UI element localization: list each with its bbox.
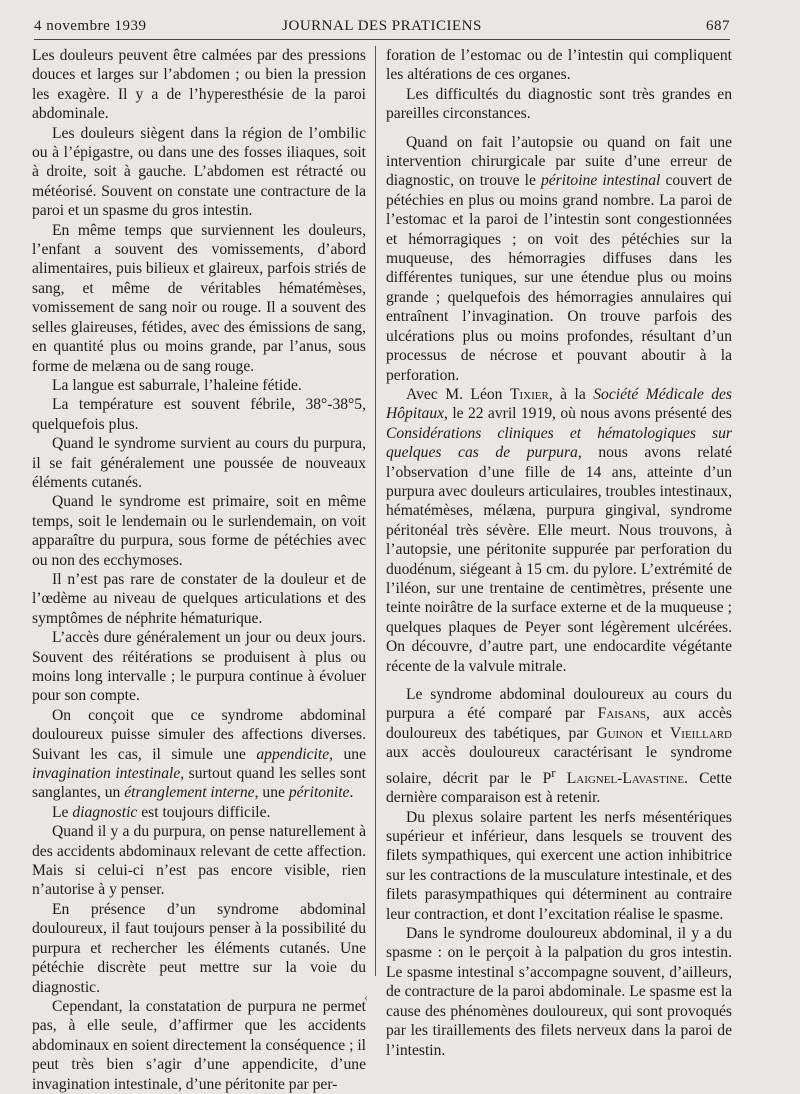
paragraph: La température est souvent fébrile, 38°-38°5, quelquefois plus. [32,396,366,433]
paragraph: Le diagnostic est toujours difficile. [52,803,271,821]
header-date: 4 novembre 1939 [34,18,147,34]
paragraph: On conçoit que ce syndrome abdominal douloureux puisse simuler des affections diverses. Suivant les cas, il simule une appendicite, une invagination intestinale, surtout quand les selles sont sanglantes, un étranglement interne, une péritonite. [32,706,367,802]
paragraph: Les difficultés du diagnostic sont très grandes en pareilles circonstances. [386,85,732,123]
paragraph: Dans le syndrome douloureux abdominal, il y a du spasme : on le perçoit à la palpation du gros intestin. Le spasme intestinal s’accompagne souvent, d’ailleurs, de contracture de la paroi abdominale. Le spasme est la cause des phénomènes douloureux, qui sont provoqués par les tiraillements des filets nerveux dans la paroi de l’intestin. [386,925,732,1059]
paragraph: Les douleurs siègent dans la région de l’ombilic ou à l’épigastre, ou dans une des fosses iliaques, soit à droite, soit à gauche. L’abdomen est rétracté ou météorisé. Souvent on constate une contracture de la paroi et un spasme du gros intestin. [32,124,366,220]
left-column [32,46,366,1094]
paragraph: foration de l’estomac ou de l’intestin qui compliquent les altérations de ces organes. [386,47,732,84]
footer-mark: ‹ [364,990,368,1004]
header-rule [34,39,730,40]
paragraph: Quand le syndrome survient au cours du purpura, il se fait généralement une poussée de nouveaux éléments cutanés. [32,435,366,491]
paragraph: Il n’est pas rare de constater de la douleur et de l’œdème au niveau de quelques articulations et des symptômes de néphrite hématurique. [32,570,366,627]
paragraph: Avec M. Léon Tixier, à la Société Médicale des Hôpitaux, le 22 avril 1919, où nous avons présenté des Considérations cliniques et hématologiques sur quelques cas de purpura, nous avons relaté l’observation d’une fille de 14 ans, atteinte d’un purpura avec douleurs articulaires, troubles intestinaux, hématémèses, mélæna, purpura gingival, syndrome péritonéal très sévère. Elle meurt. Nous trouvons, à l’autopsie, une péritonite suppurée par perforation du duodénum, siégeant à 15 cm. du pylore. L’extrémité de l’iléon, sur une trentaine de centimètres, présente une teinte noirâtre de la surface externe et de la muqueuse ; quelques plaques de Peyer sont légèrement ulcérées. On découvre, d’autre part, une endocardite végétante récente de la valvule mitrale. [386,385,732,675]
paragraph: Cependant, la constatation de purpura ne permet pas, à elle seule, d’affirmer que les accidents abdominaux en soient directement la conséquence ; il peut très bien s’agir d’une appendicite, d’une invagination intestinale, d’une péritonite par per- [32,997,366,1093]
paragraph: Quand on fait l’autopsie ou quand on fait une intervention chirurgicale par suite d’une erreur de diagnostic, on trouve le péritoine intestinal couvert de pétéchies en plus ou moins grand nombre. La paroi de l’estomac et la paroi de l’intestin sont congestionnées et hémorragiques ; on voit des pétéchies sur la muqueuse, des hémorragies diffuses dans les différentes tuniques, sur une étendue plus ou moins grande ; quelquefois des hémorragies annulaires qui entraînent l’invagination. On trouve parfois des ulcérations plus ou moins profondes, résultant d’un processus de nécrose et pouvant aboutir à la perforation. [386,133,732,384]
paragraph: La langue est saburrale, l’haleine fétide. [52,376,302,394]
paragraph: L’accès dure généralement un jour ou deux jours. Souvent des réitérations se produisent à plus ou moins long intervalle ; le purpura continue à évoluer pour son compte. [32,629,366,705]
paragraph: En même temps que surviennent les douleurs, l’enfant a souvent des vomissements, d’abord alimentaires, puis bilieux et glaireux, parfois striés de sang, et même de véritables hématémèses, vomissement de sang noir ou rouge. Il a souvent des selles glaireuses, fétides, avec des émissions de sang, en quantité plus ou moins grande, par l’anus, sous forme de melæna ou de sang rouge. [32,221,366,375]
running-header [34,18,730,40]
header-page-number: 687 [706,18,730,34]
paragraph: Quand le syndrome est primaire, soit en même temps, soit le lendemain ou le surlendemain, on voit apparaître du purpura, sous forme de pétéchies avec ou non des ecchymoses. [32,493,366,569]
paragraph: Quand il y a du purpura, on pense naturellement à des accidents abdominaux relevant de cette affection. Mais si celui-ci n’est pas encore visible, rien n’autorise à y penser. [32,823,366,899]
right-column [386,46,732,1060]
column-divider [375,46,376,976]
paragraph: Les douleurs peuvent être calmées par des pressions douces et larges sur l’abdomen ; ou bien la pression les exagère. Il y a de l’hyperesthésie de la paroi abdominale. [32,47,366,123]
paragraph: En présence d’un syndrome abdominal douloureux, il faut toujours penser à la possibilité du purpura et rechercher les éléments cutanés. Une pétéchie discrète peut mettre sur la voie du diagnostic. [32,900,366,996]
header-journal-title: JOURNAL DES PRATICIENS [282,18,482,34]
paragraph: Le syndrome abdominal douloureux au cours du purpura a été comparé par Faisans, aux accès douloureux des tabétiques, par Guinon et Vieillard aux accès douloureux caractérisant le syndrome solaire, décrit par le $P^r$ Laignel-Lavastine. Cette dernière comparaison est à retenir. [386,686,732,807]
paragraph: Du plexus solaire partent les nerfs mésentériques supérieur et inférieur, dans lesquels se trouvent des filets sympathiques, qui exercent une action inhibitrice sur les contractions de la musculature intestinale, et des filets parasympathiques qui déterminent au contraire leur contraction, et dont l’excitation réalise le spasme. [386,808,732,923]
